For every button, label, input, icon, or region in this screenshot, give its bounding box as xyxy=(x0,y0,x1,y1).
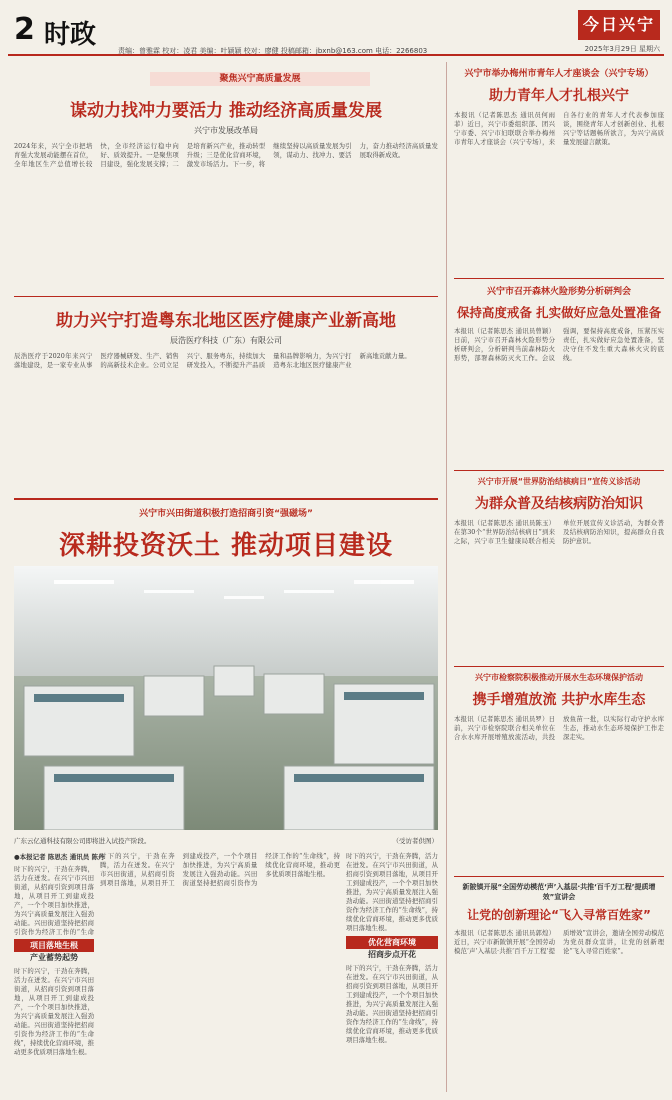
article-kicker: 兴宁市兴田街道积极打造招商引资“强磁场” xyxy=(139,509,313,519)
article-body: 本报讯（记者陈思杰 通讯员罗）日前，兴宁市检察院联合相关单位在合水水库开展增殖放流活动，共投放鱼苗一批，以实际行动守护水库生态，推动水生态环境保护工作走深走实。 xyxy=(454,715,664,741)
reporter-line: ●本报记者 陈思杰 通讯员 陈丹 xyxy=(14,853,105,861)
article-title: 为群众普及结核病防治知识 xyxy=(475,496,643,512)
article3-col1 xyxy=(14,852,105,1087)
section-title: 时政 xyxy=(44,20,97,50)
article-byline: 辰浩医疗科技（广东）有限公司 xyxy=(170,336,282,345)
divider xyxy=(14,296,438,297)
article-title: 助力青年人才扎根兴宁 xyxy=(489,88,629,104)
article-medical xyxy=(14,306,438,502)
article-kicker: 兴宁市开展“世界防治结核病日”宣传义诊活动 xyxy=(477,477,641,486)
article-lecture xyxy=(454,882,664,1089)
article-body: 本报讯（记者陈思杰 通讯员曾颖）日前，兴宁市召开森林火险形势分析研判会，分析研判当前森林防火形势，部署森林防灭火工作。会议强调，要保持高度戒备，压紧压实责任，扎实做好应急处置准备，坚决守住不发生重大森林火灾的底线。 xyxy=(454,327,664,362)
article-body: 本报讯（记者陈思杰 通讯员郭煌）近日，兴宁市新陂镇开展“全国劳动模范‘声’入基层·共推‘百千万工程’提质增效”宣讲会，邀请全国劳动模范为党员群众宣讲，让党的创新理论“飞入寻常百姓家”。 xyxy=(454,929,664,955)
article-byline: 兴宁市发展改革局 xyxy=(194,126,258,135)
divider xyxy=(454,470,664,471)
article-title: 携手增殖放流 共护水库生态 xyxy=(472,692,646,708)
photo-caption xyxy=(14,836,438,845)
article-title: 保持高度戒备 扎实做好应急处置准备 xyxy=(456,305,662,320)
article-title: 深耕投资沃土 推动项目建设 xyxy=(58,531,394,561)
divider xyxy=(454,278,664,279)
caption-text: 广东云亿通科技有限公司即将进入试投产阶段。 xyxy=(14,837,151,845)
subheading-sub: 招商步点开花 xyxy=(368,950,416,959)
column-divider xyxy=(446,62,447,1092)
article-forest-fire xyxy=(454,284,664,477)
article-body: 本报讯（记者陈思杰 通讯员陈玉）在第30个“世界防治结核病日”到来之际，兴宁市卫生健康局联合相关单位开展宣传义诊活动，为群众普及结核病防治知识，提高群众自我防护意识。 xyxy=(454,519,664,545)
issue-date: 2025年3月29日 星期六 xyxy=(584,45,660,53)
page-number: 2 xyxy=(14,12,35,47)
article-title: 让党的创新理论“飞入寻常百姓家” xyxy=(467,908,651,922)
article-body: 本报讯（记者陈思杰 通讯员何雨菲）近日，兴宁市委组织部、团兴宁市委、兴宁市妇联联合举办梅州市青年人才座谈会（兴宁专场），来自各行业的青年人才代表参加座谈，围绕青年人才创新创业、扎根兴宁等话题畅所欲言，为兴宁高质量发展建言献策。 xyxy=(454,111,664,146)
article-body: 辰浩医疗于2020年来兴宁落地建设，是一家专业从事医疗器械研发、生产、销售的高新技术企业。公司立足兴宁、服务粤东，持续加大研发投入，不断提升产品质量和品牌影响力，为兴宁打造粤东北地区医疗健康产业新高地贡献力量。 xyxy=(14,352,411,369)
editor-meta: 责编：曾雅霖 校对：凌君 美编：叶颖颖 校对：廖健 投稿邮箱：jbxnb@163.com 电话：2266803 xyxy=(118,47,428,55)
subheading: 项目落地生根 xyxy=(14,939,94,952)
article-body: 时下的兴宁，干劲在奔腾，活力在迸发。在兴宁市兴田街道，从招商引资到项目落地，从项目开工到建成投产，一个个项目加快推进，为兴宁高质量发展注入强劲动能。兴田街道坚持把招商引资作为经济工作的“生命线”，持续优化营商环境，推动更多优质项目落地生根。 xyxy=(346,852,438,932)
article-title: 助力兴宁打造粤东北地区医疗健康产业新高地 xyxy=(56,311,396,331)
article-kicker: 兴宁市召开森林火险形势分析研判会 xyxy=(486,287,631,297)
newspaper-logo: 今日兴宁 xyxy=(578,10,660,40)
divider xyxy=(454,666,664,667)
article-economy xyxy=(14,96,438,302)
article-kicker: 兴宁市检察院积极推动开展水生态环境保护活动 xyxy=(475,673,643,682)
factory-photo xyxy=(14,566,438,830)
divider xyxy=(454,876,664,877)
article-reservoir xyxy=(454,672,664,885)
article-investment xyxy=(14,506,438,562)
article3-col4 xyxy=(346,852,438,1094)
article-body: 时下的兴宁，干劲在奔腾，活力在迸发。在兴宁市兴田街道，从招商引资到项目落地，从项目开工到建成投产，一个个项目加快推进，为兴宁高质量发展注入强劲动能。兴田街道坚持把招商引资作为经济工作的“生命线”，持续优化营商环境，推动更多优质项目落地生根。 xyxy=(100,852,340,887)
article-kicker: 兴宁市举办梅州市青年人才座谈会（兴宁专场） xyxy=(464,69,654,79)
article-body: 时下的兴宁，干劲在奔腾，活力在迸发。在兴宁市兴田街道，从招商引资到项目落地，从项目开工到建成投产，一个个项目加快推进，为兴宁高质量发展注入强劲动能。兴田街道坚持把招商引资作为经济工作的“生命 xyxy=(14,865,94,935)
subheading: 优化营商环境 xyxy=(346,936,438,949)
divider xyxy=(14,498,438,500)
article-title: 谋动力找冲力要活力 推动经济高质量发展 xyxy=(70,101,382,121)
masthead xyxy=(8,8,664,56)
topic-band: 聚焦兴宁高质量发展 xyxy=(150,72,370,86)
subheading-sub: 产业蓄势起势 xyxy=(30,953,78,962)
article-body: 时下的兴宁，干劲在奔腾，活力在迸发。在兴宁市兴田街道，从招商引资到项目落地，从项目开工到建成投产，一个个项目加快推进，为兴宁高质量发展注入强劲动能。兴田街道坚持把招商引资作为经济工作的“生命线”，持续优化营商环境，推动更多优质项目落地生根。 xyxy=(346,964,438,1044)
article-kicker: 新陂镇开展“全国劳动模范‘声’入基层·共推‘百千万工程’提质增效”宣讲会 xyxy=(462,883,656,901)
article-body: 时下的兴宁，干劲在奔腾，活力在迸发。在兴宁市兴田街道，从招商引资到项目落地，从项目开工到建成投产，一个个项目加快推进，为兴宁高质量发展注入强劲动能。兴田街道坚持把招商引资作为经济工作的“生命线”，持续优化营商环境，推动更多优质项目落地生根。 xyxy=(14,967,94,1056)
photo-credit: （受访者供图） xyxy=(392,837,438,845)
article-youth-talent xyxy=(454,66,664,283)
article-tuberculosis xyxy=(454,476,664,679)
article-body: 2024年来，兴宁全市把培育强大发展动能摆在首位，全年地区生产总值增长较快，全市经济运行稳中向好、质效提升。一是聚焦项目建设，强化发展支撑；二是培育新兴产业，推动转型升级；三是优化营商环境，激发市场活力。下一步，将继续坚持以高质量发展为引领，谋动力、找冲力、要活力，奋力推动经济高质量发展取得新成效。 xyxy=(14,142,438,168)
